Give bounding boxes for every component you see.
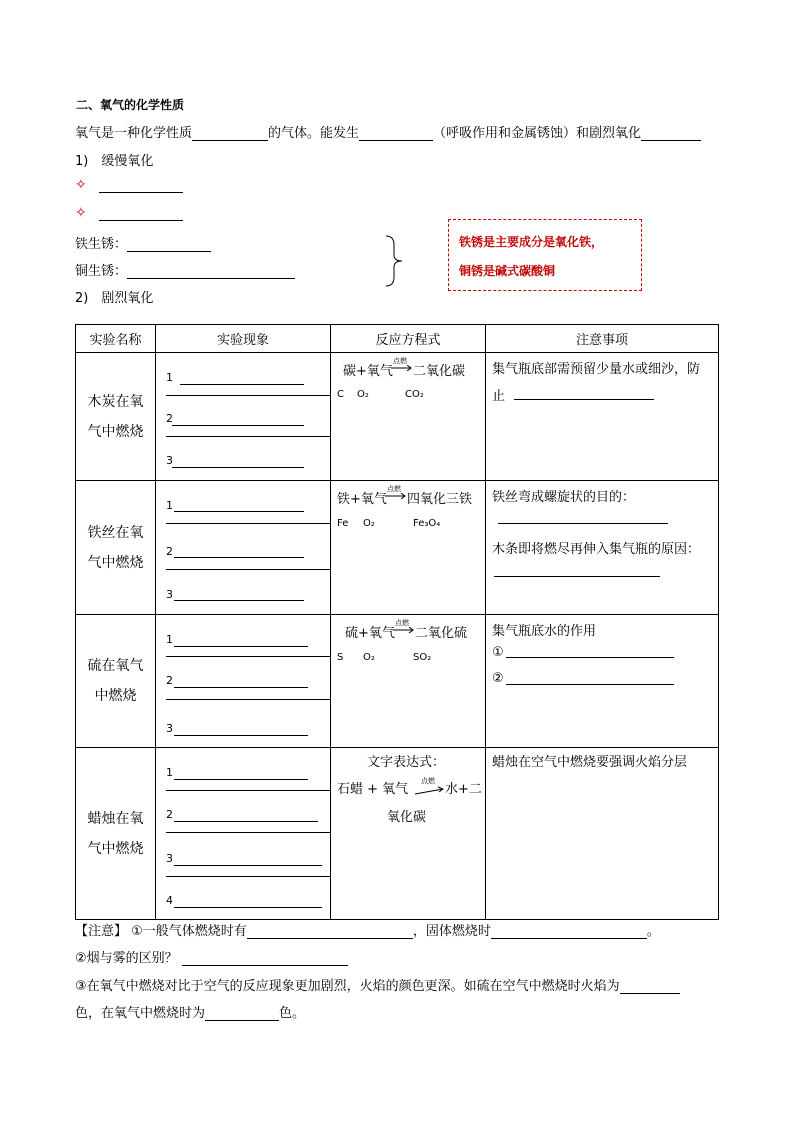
formula: S (337, 652, 344, 663)
violent-oxidation-title: 2) 剧烈氧化 (75, 291, 154, 306)
equation-reactants: 石蜡 + 氧气 (337, 782, 409, 797)
experiment-name-line: 蜡烛在氧 (87, 810, 144, 827)
note-3-text-c: 色。 (279, 1006, 306, 1021)
remark-text: 集气瓶底水的作用 (492, 624, 597, 639)
table-row (76, 748, 719, 920)
blank-slow-oxidation[interactable] (359, 126, 433, 141)
experiment-name-line: 气中燃烧 (87, 840, 144, 857)
remark-text: 止 (492, 389, 506, 404)
equation-title: 文字表达式： (367, 755, 446, 770)
obs-blank[interactable] (174, 511, 304, 512)
experiment-name-line: 铁丝在氧 (87, 524, 144, 541)
obs-number: 3 (166, 722, 173, 735)
note-1 (75, 920, 660, 939)
rust-note-line-2: 铜锈是碱式碳酸铜 (459, 264, 556, 278)
formula: C (337, 389, 344, 400)
obs-blank[interactable] (180, 384, 304, 385)
formula: CO₂ (405, 389, 424, 400)
copper-rust-label: 铜生锈： (75, 264, 128, 279)
intro-part3: （呼吸作用和金属锈蚀）和剧烈氧化 (433, 126, 642, 141)
table-row (76, 615, 719, 748)
obs-number: 3 (166, 454, 173, 467)
equation-product: 水+二 (445, 782, 482, 797)
remark-blank[interactable] (494, 576, 660, 577)
blank-oxygen-flame-color[interactable] (205, 1006, 279, 1021)
condition-label: 点燃 (421, 777, 435, 785)
header-phenomenon: 实验现象 (156, 325, 331, 353)
obs-blank[interactable] (172, 425, 304, 426)
star-row-1 (75, 177, 183, 193)
table-header-row (76, 325, 719, 353)
note-1-text-a: ①一般气体燃烧时有 (131, 924, 247, 939)
intro-part1: 氧气是一种化学性质 (75, 126, 193, 141)
blank-gas-combustion[interactable] (247, 924, 413, 939)
arrow-icon (393, 627, 415, 633)
obs-divider (166, 832, 331, 833)
experiment-name (76, 748, 156, 920)
observation-cell (156, 353, 331, 481)
obs-number: 2 (166, 545, 173, 558)
obs-blank[interactable] (174, 557, 304, 558)
condition-label: 点燃 (387, 485, 401, 493)
iron-rust-row (75, 233, 211, 252)
remark-blank[interactable] (506, 657, 674, 658)
observation-cell (156, 615, 331, 748)
experiment-name (76, 353, 156, 481)
remark-blank[interactable] (514, 399, 654, 400)
obs-divider (166, 436, 331, 437)
equation-product: 二氧化硫 (415, 626, 468, 641)
obs-number: 3 (166, 852, 173, 865)
blank-solid-combustion[interactable] (491, 924, 647, 939)
blank-slow-example-1[interactable] (99, 178, 183, 193)
blank-copper-rust[interactable] (127, 264, 295, 279)
note-3-text-a: ③在氧气中燃烧对比于空气的反应现象更加剧烈，火焰的颜色更深。如硫在空气中燃烧时火焰为 (75, 979, 620, 994)
star-icon: ✧ (75, 177, 87, 193)
blank-iron-rust[interactable] (127, 237, 211, 252)
star-row-2 (75, 205, 183, 221)
obs-blank[interactable] (174, 865, 322, 866)
note-label: 【注意】 (75, 924, 128, 939)
note-3 (75, 975, 680, 994)
equation-reactants: 硫+氧气 (345, 626, 395, 641)
formula: Fe₃O₄ (413, 518, 441, 529)
note-3-cont (75, 1002, 305, 1021)
header-notes: 注意事项 (486, 325, 719, 353)
equation-product: 四氧化三铁 (407, 492, 473, 507)
equation-reactants: 铁+氧气 (337, 492, 387, 507)
obs-number: 4 (166, 894, 173, 907)
blank-slow-example-2[interactable] (99, 206, 183, 221)
experiment-name-line: 木炭在氧 (87, 393, 144, 410)
copper-rust-row (75, 260, 295, 279)
formula: O₂ (363, 518, 375, 529)
blank-combustion[interactable] (641, 126, 701, 141)
formula: Fe (337, 518, 349, 529)
equation-cell (331, 353, 486, 481)
experiment-name-line: 气中燃烧 (87, 554, 144, 571)
note-2 (75, 947, 348, 966)
remark-blank[interactable] (506, 684, 674, 685)
experiment-name (76, 615, 156, 748)
intro-line (75, 122, 701, 141)
formula: O₂ (363, 652, 375, 663)
formula: O₂ (357, 389, 369, 400)
obs-blank[interactable] (174, 646, 308, 647)
remark-text: 蜡烛在空气中燃烧要强调火焰分层 (492, 755, 688, 770)
right-brace-icon (384, 235, 404, 287)
obs-number: 2 (166, 412, 173, 425)
experiment-name (76, 481, 156, 615)
blank-property[interactable] (192, 126, 268, 141)
experiment-name-line: 中燃烧 (94, 688, 137, 704)
obs-divider (166, 395, 331, 396)
obs-blank[interactable] (172, 467, 304, 468)
remark-text: 集气瓶底部需预留少量水或细沙，防 (492, 362, 701, 377)
remark-text: 木条即将燃尽再伸入集气瓶的原因： (492, 542, 701, 557)
obs-number: 2 (166, 808, 173, 821)
observation-cell (156, 748, 331, 920)
obs-divider (166, 523, 331, 524)
equation-product-cont: 氧化碳 (387, 810, 427, 825)
equation-cell (331, 481, 486, 615)
obs-divider (166, 876, 331, 877)
remark-text: 铁丝弯成螺旋状的目的： (492, 490, 636, 505)
obs-blank[interactable] (174, 687, 308, 688)
obs-blank[interactable] (174, 735, 308, 736)
obs-divider (166, 569, 331, 570)
header-equation: 反应方程式 (331, 325, 486, 353)
header-name: 实验名称 (76, 325, 156, 353)
intro-part2: 的气体。能发生 (268, 126, 360, 141)
obs-blank[interactable] (174, 821, 318, 822)
slow-oxidation-title: 1) 缓慢氧化 (75, 154, 154, 169)
star-icon: ✧ (75, 205, 87, 221)
observation-cell (156, 481, 331, 615)
note-2-text: ②烟与雾的区别？ (75, 951, 178, 966)
rust-note-line-1: 铁锈是主要成分是氧化铁， (459, 235, 604, 249)
obs-blank[interactable] (174, 600, 304, 601)
blank-smoke-fog[interactable] (182, 951, 348, 966)
remark-circle-1: ① (492, 645, 504, 660)
remark-blank[interactable] (498, 523, 668, 524)
obs-divider (166, 699, 331, 700)
arrow-icon (385, 493, 407, 499)
condition-label: 点燃 (395, 619, 409, 627)
note-1-text-b: ，固体燃烧时 (412, 924, 491, 939)
obs-blank[interactable] (174, 907, 322, 908)
equation-product: 二氧化碳 (413, 364, 466, 379)
note-1-text-c: 。 (646, 924, 660, 939)
table-row (76, 353, 719, 481)
experiment-table (75, 324, 719, 920)
obs-number: 3 (166, 588, 173, 601)
remark-circle-2: ② (492, 671, 504, 686)
section-title: 二、氧气的化学性质 (76, 98, 185, 112)
remark-cell (486, 353, 719, 481)
note-3-text-b: 色，在氧气中燃烧时为 (75, 1006, 206, 1021)
obs-divider (166, 656, 331, 657)
formula: SO₂ (413, 652, 432, 663)
obs-number: 1 (166, 766, 173, 779)
obs-divider (166, 790, 331, 791)
obs-number: 1 (166, 633, 173, 646)
iron-rust-label: 铁生锈： (75, 237, 128, 252)
rust-note-box (448, 219, 642, 291)
experiment-name-line: 气中燃烧 (87, 423, 144, 440)
arrow-icon (415, 786, 445, 796)
remark-cell (486, 481, 719, 615)
blank-air-flame-color[interactable] (620, 979, 680, 994)
remark-cell (486, 615, 719, 748)
obs-number: 1 (166, 499, 173, 512)
equation-cell (331, 748, 486, 920)
table-row (76, 481, 719, 615)
arrow-icon (391, 365, 413, 371)
remark-cell (486, 748, 719, 920)
experiment-name-line: 硫在氧气 (87, 658, 144, 674)
equation-reactants: 碳+氧气 (343, 364, 393, 379)
obs-blank[interactable] (174, 779, 308, 780)
obs-number: 1 (166, 371, 173, 384)
condition-label: 点燃 (393, 357, 407, 365)
obs-number: 2 (166, 674, 173, 687)
equation-cell (331, 615, 486, 748)
